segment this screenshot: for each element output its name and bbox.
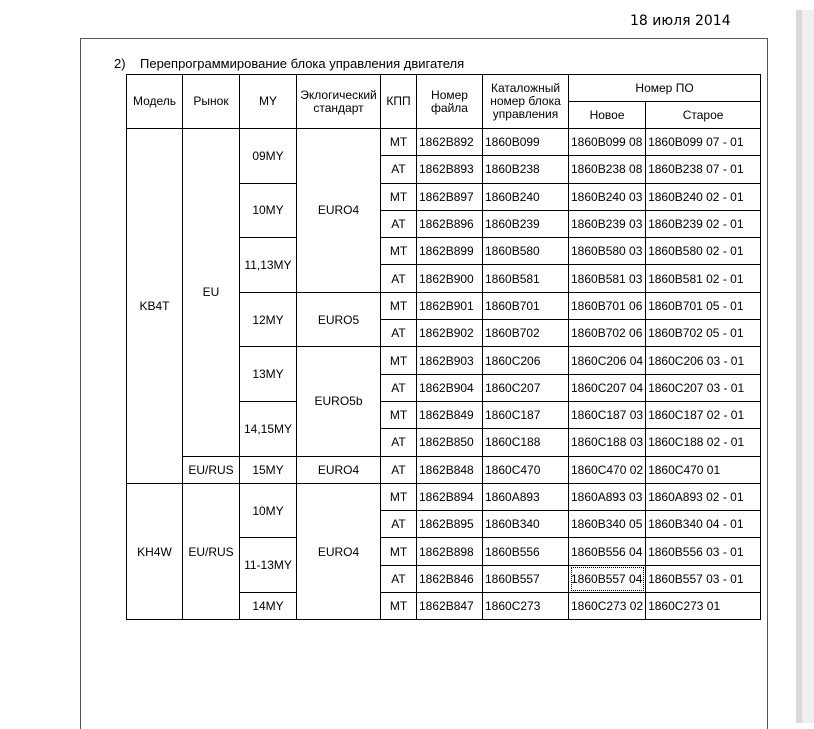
- new-cell: 1860A893 03: [569, 483, 646, 510]
- new-cell: 1860C273 02: [569, 593, 646, 620]
- catalog-cell: 1860B580: [483, 238, 569, 265]
- catalog-cell: 1860B239: [483, 210, 569, 237]
- file-cell: 1862B900: [417, 265, 483, 292]
- kpp-cell: MT: [381, 401, 417, 428]
- old-cell: 1860C188 02 - 01: [646, 429, 761, 456]
- file-cell: 1862B896: [417, 210, 483, 237]
- kpp-cell: MT: [381, 292, 417, 319]
- kpp-cell: AT: [381, 565, 417, 592]
- file-cell: 1862B895: [417, 511, 483, 538]
- kpp-cell: MT: [381, 483, 417, 510]
- kpp-cell: AT: [381, 429, 417, 456]
- header-new: Новое: [569, 102, 646, 129]
- market-cell: EU/RUS: [183, 483, 240, 619]
- table-header-row: [127, 75, 761, 102]
- viewer-background: [802, 10, 814, 723]
- file-cell: 1862B847: [417, 593, 483, 620]
- header-file-number: Номер файла: [417, 75, 483, 129]
- kpp-cell: MT: [381, 538, 417, 565]
- old-cell: 1860B099 07 - 01: [646, 129, 761, 156]
- table-row: [127, 456, 761, 483]
- header-old: Старое: [646, 102, 761, 129]
- catalog-cell: 1860B557: [483, 565, 569, 592]
- old-cell: 1860C206 03 - 01: [646, 347, 761, 374]
- old-cell: 1860B556 03 - 01: [646, 538, 761, 565]
- model-cell: KH4W: [127, 483, 183, 619]
- model-cell: KB4T: [127, 129, 183, 484]
- my-cell: 15MY: [240, 456, 297, 483]
- old-cell: 1860B581 02 - 01: [646, 265, 761, 292]
- catalog-cell: 1860B238: [483, 156, 569, 183]
- header-kpp: КПП: [381, 75, 417, 129]
- catalog-cell: 1860C206: [483, 347, 569, 374]
- new-cell: 1860B238 08: [569, 156, 646, 183]
- my-cell: 10MY: [240, 483, 297, 538]
- new-cell: 1860B702 06: [569, 320, 646, 347]
- old-cell: 1860B701 05 - 01: [646, 292, 761, 319]
- header-eco-standard: Эклогический стандарт: [297, 75, 381, 129]
- new-cell-selected[interactable]: 1860B557 04: [569, 565, 646, 592]
- old-cell: 1860C273 01: [646, 593, 761, 620]
- file-cell: 1862B893: [417, 156, 483, 183]
- old-cell: 1860B238 07 - 01: [646, 156, 761, 183]
- catalog-cell: 1860B556: [483, 538, 569, 565]
- new-cell: 1860B581 03: [569, 265, 646, 292]
- market-cell: EU/RUS: [183, 456, 240, 483]
- file-cell: 1862B898: [417, 538, 483, 565]
- catalog-cell: 1860B099: [483, 129, 569, 156]
- new-cell: 1860B580 03: [569, 238, 646, 265]
- new-cell: 1860B701 06: [569, 292, 646, 319]
- new-cell: 1860C188 03: [569, 429, 646, 456]
- header-market: Рынок: [183, 75, 240, 129]
- old-cell: 1860C207 03 - 01: [646, 374, 761, 401]
- eco-cell: EURO5: [297, 292, 381, 347]
- new-cell: 1860B340 05: [569, 511, 646, 538]
- kpp-cell: AT: [381, 456, 417, 483]
- old-cell: 1860C470 01: [646, 456, 761, 483]
- new-cell: 1860C470 02: [569, 456, 646, 483]
- file-cell: 1862B897: [417, 183, 483, 210]
- old-cell: 1860B702 05 - 01: [646, 320, 761, 347]
- old-cell: 1860B239 02 - 01: [646, 210, 761, 237]
- kpp-cell: MT: [381, 129, 417, 156]
- header-catalog-number: Каталожный номер блока управления: [483, 75, 569, 129]
- my-cell: 09MY: [240, 129, 297, 184]
- file-cell: 1862B903: [417, 347, 483, 374]
- file-cell: 1862B899: [417, 238, 483, 265]
- table-row: [127, 483, 761, 510]
- catalog-cell: 1860B240: [483, 183, 569, 210]
- eco-cell: EURO4: [297, 129, 381, 293]
- my-cell: 12MY: [240, 292, 297, 347]
- new-cell: 1860B099 08: [569, 129, 646, 156]
- my-cell: 14MY: [240, 593, 297, 620]
- eco-cell: EURO4: [297, 456, 381, 483]
- old-cell: 1860B580 02 - 01: [646, 238, 761, 265]
- catalog-cell: 1860C273: [483, 593, 569, 620]
- header-my: MY: [240, 75, 297, 129]
- header-model: Модель: [127, 75, 183, 129]
- old-cell: 1860C187 02 - 01: [646, 401, 761, 428]
- new-cell: 1860B239 03: [569, 210, 646, 237]
- market-cell: EU: [183, 129, 240, 457]
- catalog-cell: 1860B581: [483, 265, 569, 292]
- file-cell: 1862B848: [417, 456, 483, 483]
- old-cell: 1860A893 02 - 01: [646, 483, 761, 510]
- kpp-cell: MT: [381, 593, 417, 620]
- section-number: 2): [114, 56, 126, 71]
- kpp-cell: AT: [381, 320, 417, 347]
- eco-cell: EURO5b: [297, 347, 381, 456]
- old-cell: 1860B557 03 - 01: [646, 565, 761, 592]
- catalog-cell: 1860A893: [483, 483, 569, 510]
- kpp-cell: MT: [381, 183, 417, 210]
- old-cell: 1860B240 02 - 01: [646, 183, 761, 210]
- file-cell: 1862B846: [417, 565, 483, 592]
- kpp-cell: AT: [381, 374, 417, 401]
- file-cell: 1862B849: [417, 401, 483, 428]
- catalog-cell: 1860B340: [483, 511, 569, 538]
- section-title: Перепрограммирование блока управления двигателя: [140, 56, 465, 71]
- catalog-cell: 1860B701: [483, 292, 569, 319]
- file-cell: 1862B904: [417, 374, 483, 401]
- ecu-reprogramming-table: [126, 74, 761, 620]
- my-cell: 14,15MY: [240, 401, 297, 456]
- new-cell: 1860C206 04: [569, 347, 646, 374]
- header-software-number: Номер ПО: [569, 75, 761, 102]
- file-cell: 1862B901: [417, 292, 483, 319]
- catalog-cell: 1860B702: [483, 320, 569, 347]
- section-heading: [114, 56, 464, 71]
- catalog-cell: 1860C470: [483, 456, 569, 483]
- my-cell: 11-13MY: [240, 538, 297, 593]
- kpp-cell: AT: [381, 156, 417, 183]
- my-cell: 13MY: [240, 347, 297, 402]
- catalog-cell: 1860C188: [483, 429, 569, 456]
- catalog-cell: 1860C207: [483, 374, 569, 401]
- kpp-cell: MT: [381, 238, 417, 265]
- new-cell: 1860C187 03: [569, 401, 646, 428]
- file-cell: 1862B894: [417, 483, 483, 510]
- catalog-cell: 1860C187: [483, 401, 569, 428]
- file-cell: 1862B902: [417, 320, 483, 347]
- kpp-cell: AT: [381, 210, 417, 237]
- file-cell: 1862B850: [417, 429, 483, 456]
- new-cell: 1860B556 04: [569, 538, 646, 565]
- new-cell: 1860B240 03: [569, 183, 646, 210]
- old-cell: 1860B340 04 - 01: [646, 511, 761, 538]
- new-cell: 1860C207 04: [569, 374, 646, 401]
- table-row: [127, 129, 761, 156]
- file-cell: 1862B892: [417, 129, 483, 156]
- eco-cell: EURO4: [297, 483, 381, 619]
- my-cell: 11,13MY: [240, 238, 297, 293]
- kpp-cell: AT: [381, 265, 417, 292]
- my-cell: 10MY: [240, 183, 297, 238]
- kpp-cell: AT: [381, 511, 417, 538]
- document-date: 18 июля 2014: [630, 13, 731, 29]
- kpp-cell: MT: [381, 347, 417, 374]
